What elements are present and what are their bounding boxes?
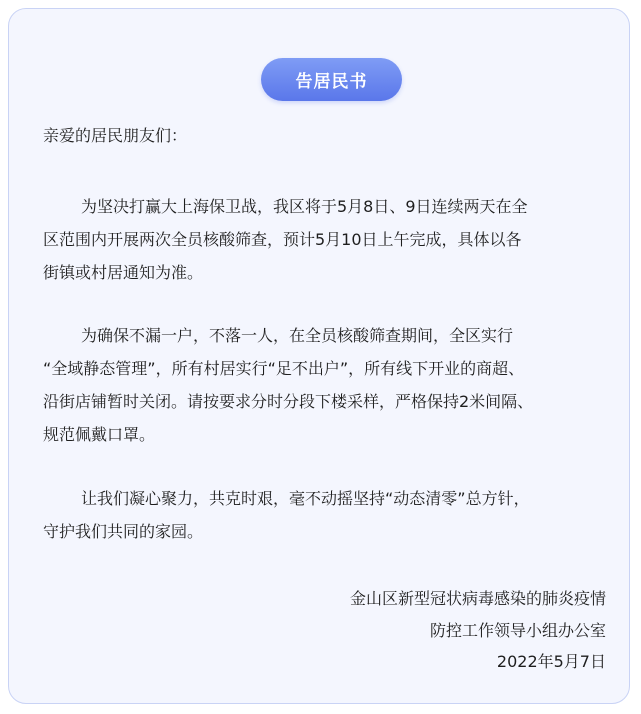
notice-title: 告居民书 bbox=[295, 72, 368, 92]
paragraph-2-line-4: 规范佩戴口罩。 bbox=[43, 425, 156, 444]
signature-org-line-2: 防控工作领导小组办公室 bbox=[429, 621, 606, 640]
paragraph-3-line-2: 守护我们共同的家园。 bbox=[43, 522, 204, 541]
signature-date: 2022年5月7日 bbox=[496, 652, 606, 671]
salutation: 亲爱的居民朋友们： bbox=[43, 126, 188, 145]
paragraph-1-line-1: 为坚决打赢大上海保卫战，我区将于5月8日、9日连续两天在全 bbox=[81, 197, 528, 216]
notice-title-badge bbox=[261, 58, 402, 101]
signature-org-line-1: 金山区新型冠状病毒感染的肺炎疫情 bbox=[349, 589, 606, 608]
paragraph-3-line-1: 让我们凝心聚力，共克时艰，毫不动摇坚持“动态清零”总方针， bbox=[81, 489, 530, 508]
paragraph-2-line-1: 为确保不漏一户，不落一人，在全员核酸筛查期间，全区实行 bbox=[81, 326, 514, 345]
paragraph-2-line-3: 沿街店铺暂时关闭。请按要求分时分段下楼采样，严格保持2米间隔、 bbox=[43, 392, 534, 411]
paragraph-1-line-3: 街镇或村居通知为准。 bbox=[43, 263, 204, 282]
paragraph-2-line-2: “全域静态管理”，所有村居实行“足不出户”，所有线下开业的商超、 bbox=[43, 359, 525, 378]
paragraph-1-line-2: 区范围内开展两次全员核酸筛查，预计5月10日上午完成，具体以各 bbox=[43, 230, 522, 249]
